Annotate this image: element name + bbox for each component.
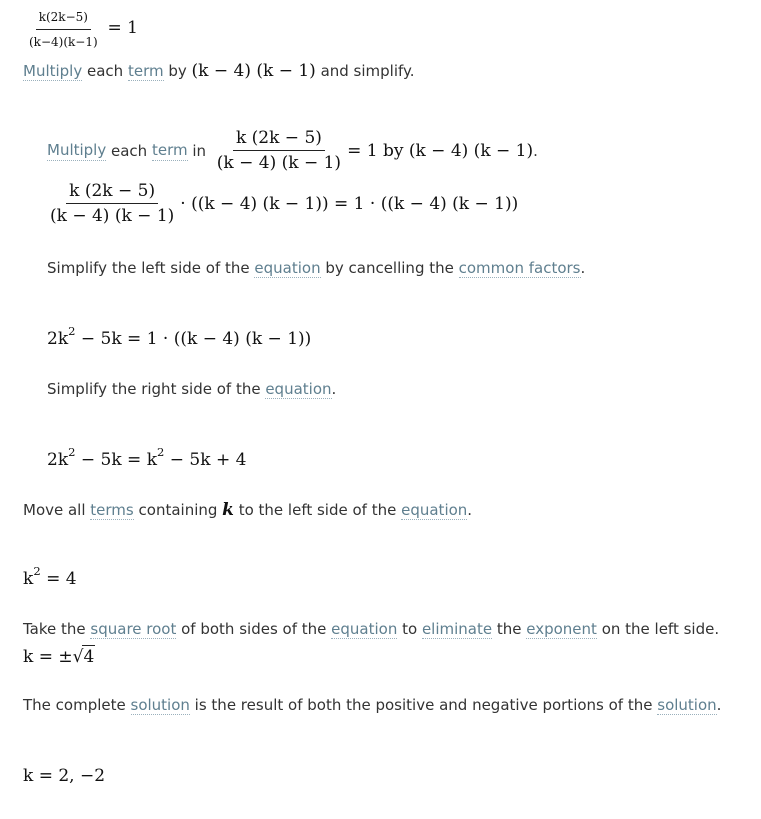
substep-simplify-left xyxy=(47,258,585,278)
step3-text-d: the xyxy=(492,620,527,638)
link-term[interactable]: term xyxy=(127,62,164,80)
eq1-fraction xyxy=(47,180,177,227)
step1-text-a: each xyxy=(82,62,128,80)
sub3-text-b: . xyxy=(331,380,337,398)
step4-text-c: . xyxy=(716,696,722,714)
eq3-a: 2k xyxy=(47,450,69,470)
top-equation-rhs: = 1 xyxy=(107,18,138,38)
sub2-text-b: by cancelling the xyxy=(320,259,459,277)
sub1-denominator: (k − 4) (k − 1) xyxy=(216,153,342,173)
link-terms[interactable]: terms xyxy=(90,501,134,519)
sub1-text-b: in xyxy=(187,141,211,160)
step-multiply xyxy=(23,60,415,82)
step1-text-b: by xyxy=(163,62,192,80)
eq1-rhs: · ((k − 4) (k − 1)) = 1 · ((k − 4) (k − 1)) xyxy=(180,193,519,214)
link-equation-2[interactable]: equation xyxy=(265,380,332,398)
link-eliminate[interactable]: eliminate xyxy=(421,620,493,638)
eq5-a: k = ±√ xyxy=(23,647,84,667)
equation-1 xyxy=(47,180,518,227)
substep-simplify-right xyxy=(47,379,336,399)
step4-text-b: is the result of both the positive and negative portions of the xyxy=(189,696,658,714)
step-move-terms xyxy=(23,499,472,521)
top-equation xyxy=(23,6,138,53)
eq3-b: − 5k = k xyxy=(75,450,158,470)
sub1-numerator: k (2k − 5) xyxy=(233,127,325,151)
eq5-radicand: 4 xyxy=(83,647,95,667)
sub2-text-a: Simplify the left side of the xyxy=(47,259,255,277)
eq1-numerator: k (2k − 5) xyxy=(66,180,158,204)
equation-2 xyxy=(47,324,312,350)
step2-text-c: to the left side of the xyxy=(233,501,402,519)
sub1-text-c: . xyxy=(533,141,538,160)
link-equation-3[interactable]: equation xyxy=(401,501,468,519)
sub3-text-a: Simplify the right side of the xyxy=(47,380,266,398)
step2-text-b: containing xyxy=(133,501,223,519)
link-equation-4[interactable]: equation xyxy=(331,620,398,638)
eq2-a: 2k xyxy=(47,329,69,349)
equation-3 xyxy=(47,445,247,471)
link-equation[interactable]: equation xyxy=(254,259,321,277)
step1-math: (k − 4) (k − 1) xyxy=(191,61,316,81)
link-common-factors[interactable]: common factors xyxy=(458,259,581,277)
step-square-root xyxy=(23,619,719,639)
step3-text-c: to xyxy=(397,620,422,638)
step3-text-b: of both sides of the xyxy=(176,620,332,638)
eq1-denominator: (k − 4) (k − 1) xyxy=(50,206,175,226)
sub1-fraction xyxy=(214,127,344,174)
link-solution-2[interactable]: solution xyxy=(657,696,717,714)
sub2-text-c: . xyxy=(580,259,586,277)
sub1-text-a: each xyxy=(106,141,152,160)
eq3-sup1: 2 xyxy=(68,445,76,460)
step2-variable: k xyxy=(222,500,234,520)
eq2-sup: 2 xyxy=(68,324,76,339)
top-fraction xyxy=(26,6,101,53)
link-multiply-2[interactable]: Multiply xyxy=(47,141,107,159)
step3-text-a: Take the xyxy=(23,620,91,638)
step2-text-a: Move all xyxy=(23,501,91,519)
step2-text-d: . xyxy=(467,501,473,519)
eq4-b: = 4 xyxy=(40,569,77,589)
top-fraction-denominator: (k−4)(k−1) xyxy=(29,35,98,49)
top-fraction-numerator: k(2k−5) xyxy=(36,6,91,30)
step4-text-a: The complete xyxy=(23,696,131,714)
equation-4 xyxy=(23,564,77,590)
eq4-sup: 2 xyxy=(33,564,41,579)
sub1-rhs: = 1 by xyxy=(347,140,409,161)
link-exponent[interactable]: exponent xyxy=(526,620,597,638)
eq2-b: − 5k = 1 · ((k − 4) (k − 1)) xyxy=(75,329,312,349)
eq3-sup2: 2 xyxy=(157,445,165,460)
equation-5 xyxy=(23,645,95,668)
step1-text-c: and simplify. xyxy=(315,62,415,80)
step-complete-solution xyxy=(23,695,721,715)
link-square-root[interactable]: square root xyxy=(90,620,177,638)
eq3-c: − 5k + 4 xyxy=(164,450,247,470)
link-term-2[interactable]: term xyxy=(151,141,188,159)
link-multiply[interactable]: Multiply xyxy=(23,62,83,80)
final-answer xyxy=(23,765,105,787)
eq6-a: k = 2, −2 xyxy=(23,766,106,786)
link-solution[interactable]: solution xyxy=(130,696,190,714)
sub1-math: (k − 4) (k − 1) xyxy=(408,140,534,161)
substep-multiply xyxy=(47,127,538,174)
eq4-a: k xyxy=(23,569,34,589)
step3-text-e: on the left side. xyxy=(596,620,720,638)
